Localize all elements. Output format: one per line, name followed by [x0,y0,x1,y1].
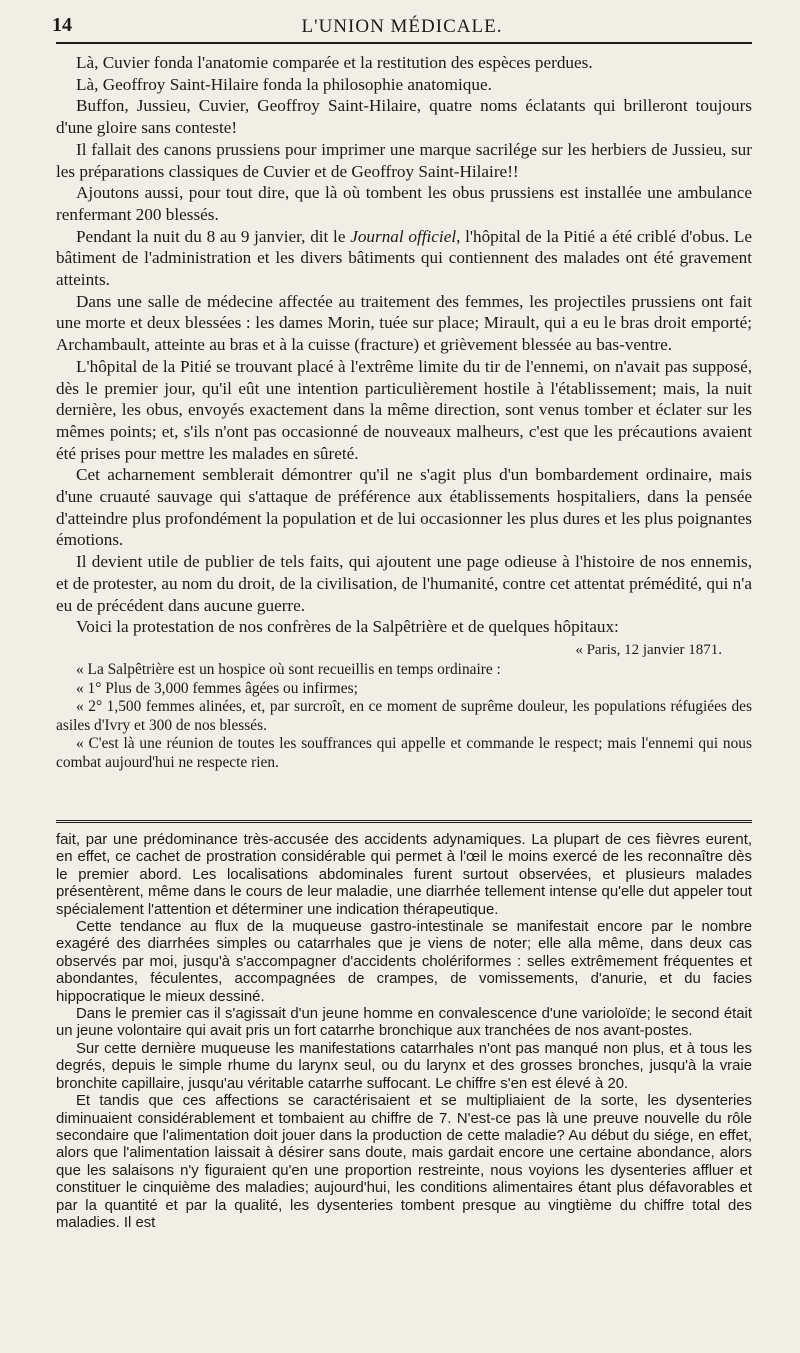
page-header [52,14,752,40]
paragraph: Là, Cuvier fonda l'anatomie comparée et la restitution des espèces perdues. [76,53,593,72]
upper-article [56,52,752,773]
quote-paragraph: « 1° Plus de 3,000 femmes âgées ou infirmes; [76,679,358,697]
quote-paragraph: « La Salpêtrière est un hospice où sont recueillis en temps ordinaire : [76,660,501,678]
paragraph: fait, par une prédominance très-accusée des accidents adynamiques. La plupart de ces fièvres eurent, en effet, ce cachet de prostration considérable qui permet à l'œil le moins exercé de les reconnaître dès le premier abord. Les localisations abdominales furent surtout observées, et plusieurs malades présentèrent, même dans le cours de leur maladie, une diarrhée tellement intense qu'elle dut appeler tout spécialement l'attention et déterminer une indication thérapeutique. [56,832,752,918]
paragraph: Il fallait des canons prussiens pour imprimer une marque sacrilége sur les herbiers de Jussieu, sur les préparations classiques de Cuvier et de Geoffroy Saint-Hilaire!! [56,139,752,181]
pitie-comma: , [456,226,461,246]
quote-paragraph: « C'est là une réunion de toutes les souffrances qui appelle et commande le respect; mais l'ennemi qui nous combat aujourd'hui ne respecte rien. [56,735,752,771]
paragraph-pitie [56,226,752,291]
paragraph: Cette tendance au flux de la muqueuse gastro-intestinale se manifestait encore par le nombre exagéré des diarrhées simples ou catarrhales que je viens de noter; elle alla même, dans deux cas observés par moi, jusqu'à s'accompagner d'accidents cholériformes : selles extrêmement fréquentes et abondantes, féculentes, accompagnées de crampes, de vomissements, d'anurie, et du facies hippocratique le mieux dessiné. [56,919,752,1005]
lower-article [56,832,752,1232]
paragraph: L'hôpital de la Pitié se trouvant placé à l'extrême limite du tir de l'ennemi, on n'avait pas supposé, dès le premier jour, qu'il eût une intention particulièrement hostile à l'établissement; mais, la nuit dernière, les obus, envoyés exactement dans la même direction, sont venus tomber et éclater sur les mêmes points; et, s'ils n'ont pas occasionné de nouveaux malheurs, c'est que les précautions avaient été prises pour mettre les malades en sûreté. [56,356,752,463]
journal-officiel-reference: Journal officiel [350,226,457,246]
paragraph: Là, Geoffroy Saint-Hilaire fonda la philosophie anatomique. [76,74,492,94]
pitie-text: l'hôpital de la Pitié a été criblé d'obus. Le bâtiment de l'administration et les divers bâtiments qui contiennent des malades ont été gravement atteints. [56,226,752,290]
pitie-intro: Pendant la nuit du 8 au 9 janvier, dit le [76,226,346,246]
protestation-quote [56,661,752,773]
paragraph: Dans le premier cas il s'agissait d'un jeune homme en convalescence d'une varioloïde; le second était un jeune volontaire qui avait pris un fort catarrhe bronchique aux tranchées de nos avant-postes. [56,1006,752,1040]
paragraph: Il devient utile de publier de tels faits, qui ajoutent une page odieuse à l'histoire de nos ennemis, et de protester, au nom du droit, de la civilisation, de l'humanité, contre cet attentat prémédité, qui n'a eu de précédent dans aucune guerre. [56,552,752,615]
paragraph: Dans une salle de médecine affectée au traitement des femmes, les projectiles prussiens ont fait une morte et deux blessées : les dames Morin, tuée sur place; Mirault, qui a eu le bras droit emporté; Archambault, atteinte au bras et à la cuisse (fracture) et grièvement blessée au bas-ventre. [56,291,752,355]
section-divider [56,820,752,823]
quote-paragraph: « 2° 1,500 femmes alinées, et, par surcroît, en ce moment de suprême douleur, les populations réfugiées des asiles d'Ivry et 300 de nos blessés. [56,698,752,734]
paragraph: Cet acharnement semblerait démontrer qu'il ne s'agit plus d'un bombardement ordinaire, mais d'une cruauté sauvage qui s'attaque de préférence aux établissements hospitaliers, dans la pensée d'atteindre plus profondément la population et de lui occasionner les plus dures et les plus poignantes émotions. [56,465,752,550]
header-rule [56,42,752,44]
journal-title: L'UNION MÉDICALE. [301,16,503,37]
paragraph: Buffon, Jussieu, Cuvier, Geoffroy Saint-Hilaire, quatre noms éclatants qui brilleront toujours d'une gloire sans conteste! [56,96,752,138]
paragraph: Ajoutons aussi, pour tout dire, que là où tombent les obus prussiens est installée une ambulance renfermant 200 blessés. [56,183,752,224]
page-number: 14 [52,14,72,36]
quote-date: « Paris, 12 janvier 1871. [575,641,722,658]
paragraph: Voici la protestation de nos confrères de la Salpêtrière et de quelques hôpitaux: [76,617,619,637]
paragraph: Sur cette dernière muqueuse les manifestations catarrhales n'ont pas manqué non plus, et à tous les degrés, depuis le simple rhume du larynx seul, ou du larynx et des grosses bronches, jusqu'à la vraie bronchite capillaire, jusqu'au véritable catarrhe suffocant. Le chiffre s'en est élevé à 20. [56,1040,752,1092]
paragraph: Et tandis que ces affections se caractérisaient et se multipliaient de la sorte, les dysenteries diminuaient considérablement et tombaient au chiffre de 7. N'est-ce pas là une preuve nouvelle du rôle secondaire que l'alimentation doit jouer dans la production de cette maladie? Au début du siége, en effet, alors que l'alimentation laissait à désirer sans doute, mais gardait encore une certaine abondance, alors que les salaisons n'y figuraient qu'en une proportion restreinte, nous voyions les dysenteries affluer et constituer le cinquième des maladies; aujourd'hui, les conditions alimentaires étant plus défavorables et par la quantité et par la qualité, les dysenteries tombent presque au vingtième du chiffre total des maladies. Il est [56,1093,752,1231]
